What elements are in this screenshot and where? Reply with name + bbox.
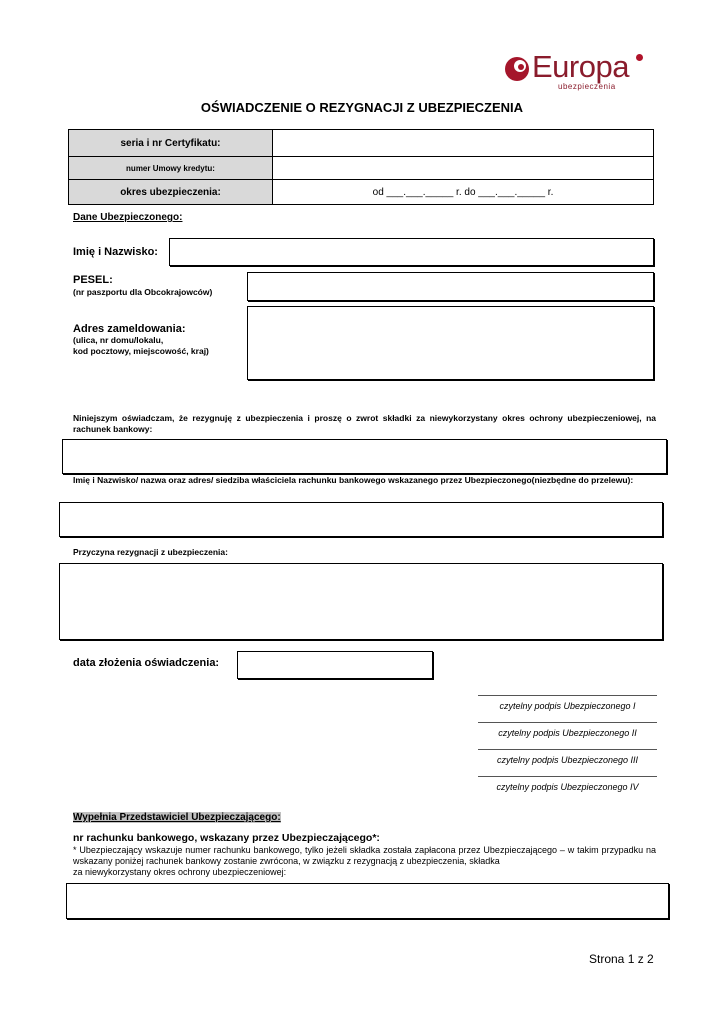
insurer-account-field[interactable] (66, 883, 669, 919)
address-label: Adres zameldowania: (73, 323, 186, 335)
certificate-number-label: seria i nr Certyfikatu: (69, 130, 273, 157)
reason-label: Przyczyna rezygnacji z ubezpieczenia: (73, 547, 228, 557)
certificate-table (68, 129, 654, 205)
pesel-label: PESEL: (73, 274, 113, 286)
pesel-field[interactable] (247, 272, 654, 301)
loan-agreement-field[interactable] (273, 157, 654, 180)
bank-account-field[interactable] (62, 439, 667, 474)
account-owner-label: Imię i Nazwisko/ nazwa oraz adres/ siedziba właściciela rachunku bankowego wskazanego przez Ubezpieczonego(niezbędne do przelewu): (73, 475, 634, 485)
europa-logo (502, 48, 652, 96)
page-number: Strona 1 z 2 (589, 952, 654, 966)
insurance-period-field[interactable]: od ___.___._____ r. do ___.___._____ r. (273, 180, 654, 205)
insurer-section-label: Wypełnia Przedstawiciel Ubezpieczającego: (73, 812, 281, 823)
logo-dot-icon (636, 54, 643, 61)
insurer-account-label: nr rachunku bankowego, wskazany przez Ubezpieczającego*: (73, 832, 380, 844)
account-owner-field[interactable] (59, 502, 663, 537)
signature-line-2[interactable]: czytelny podpis Ubezpieczonego II (478, 722, 657, 738)
address-sublabel-2: kod pocztowy, miejscowość, kraj) (73, 346, 209, 356)
date-field[interactable] (237, 651, 433, 679)
address-sublabel-1: (ulica, nr domu/lokalu, (73, 335, 164, 345)
insurance-period-label: okres ubezpieczenia: (69, 180, 273, 205)
insured-section-label: Dane Ubezpieczonego: (73, 212, 183, 223)
logo-swirl-icon (502, 54, 534, 86)
declaration-text: Niniejszym oświadczam, że rezygnuję z ubezpieczenia i proszę o zwrot składki za niewykorzystany okres ochrony ubezpieczeniowej, na rachunek bankowy: (73, 413, 656, 434)
reason-field[interactable] (59, 563, 663, 640)
signature-line-3[interactable]: czytelny podpis Ubezpieczonego III (478, 749, 657, 765)
address-field[interactable] (247, 306, 654, 380)
insurer-note-line2: za niewykorzystany okres ochrony ubezpieczeniowej: (73, 867, 287, 877)
name-field[interactable] (169, 238, 654, 266)
name-label: Imię i Nazwisko: (73, 246, 158, 258)
date-label: data złożenia oświadczenia: (73, 657, 220, 669)
certificate-number-field[interactable] (273, 130, 654, 157)
insurer-note: * Ubezpieczający wskazuje numer rachunku bankowego, tylko jeżeli składka została zapłacona przez Ubezpieczającego – w takim przypadku na wskazany poniżej rachunek bankowy zostanie zwrócona, w związku z rezygnacją z ubezpieczenia, składka (73, 845, 656, 866)
document-title: OŚWIADCZENIE O REZYGNACJI Z UBEZPIECZENIA (200, 100, 524, 115)
pesel-sublabel: (nr paszportu dla Obcokrajowców) (73, 287, 213, 297)
logo-wordmark: Europa (532, 49, 629, 84)
signature-line-4[interactable]: czytelny podpis Ubezpieczonego IV (478, 776, 657, 792)
signature-line-1[interactable]: czytelny podpis Ubezpieczonego I (478, 695, 657, 711)
loan-agreement-label: numer Umowy kredytu: (69, 157, 273, 180)
logo-subtitle: ubezpieczenia (558, 82, 616, 91)
